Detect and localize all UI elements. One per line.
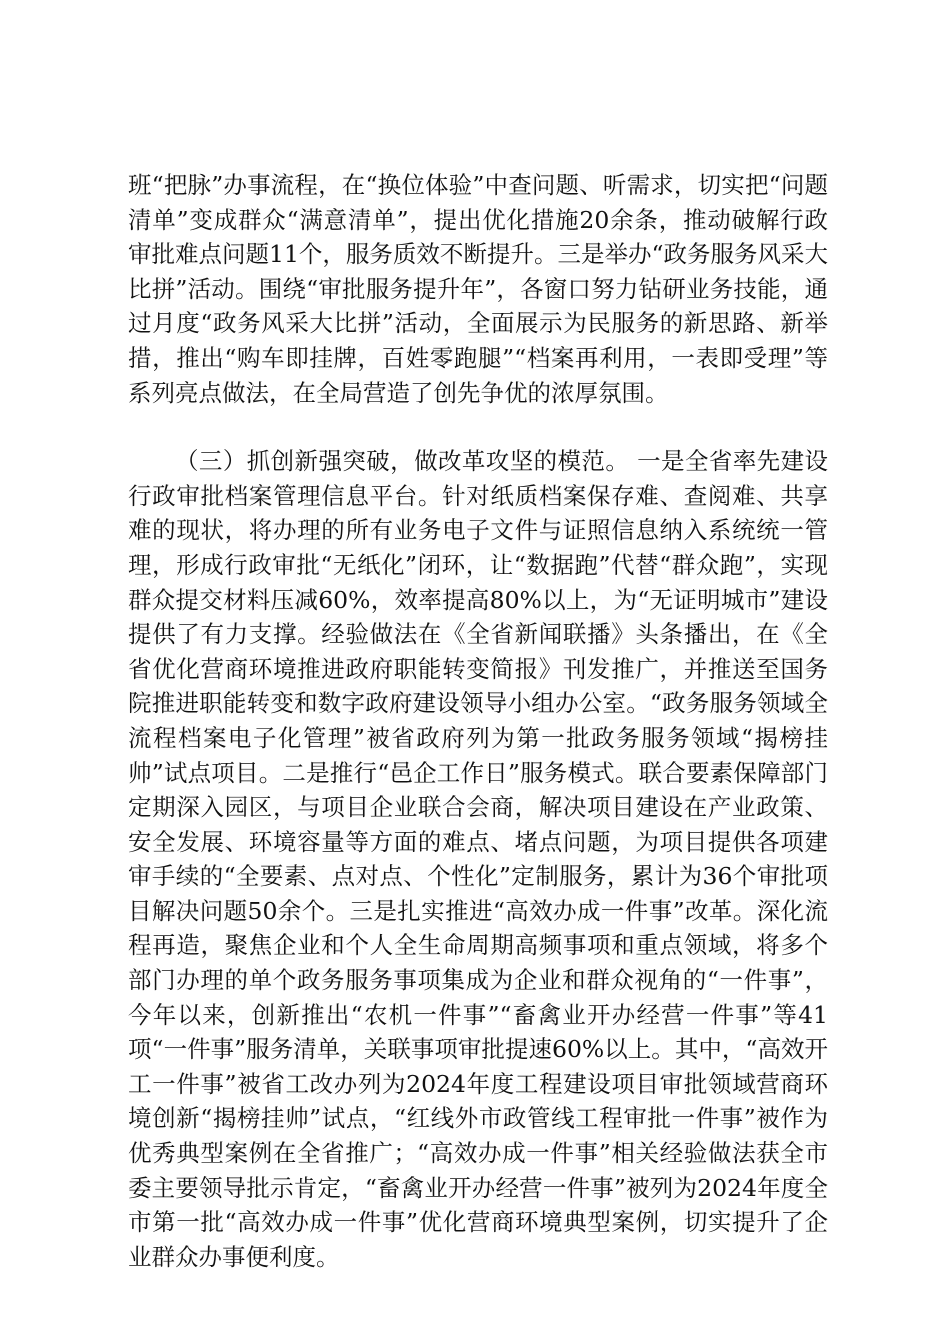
document-body (128, 168, 828, 1274)
paragraph-section-three: （三）抓创新强突破，做改革攻坚的模范。 一是全省率先建设行政审批档案管理信息平台。针对纸质档案保存难、查阅难、共享难的现状，将办理的所有业务电子文件与证照信息纳入系统统一管理，形成行政审批“无纸化”闭环，让“数据跑”代替“群众跑”，实现群众提交材料压减60%，效率提高80%以上，为“无证明城市”建设提供了有力支撑。经验做法在《全省新闻联播》头条播出，在《全省优化营商环境推进政府职能转变简报》刊发推广，并推送至国务院推进职能转变和数字政府建设领导小组办公室。“政务服务领域全流程档案电子化管理”被省政府列为第一批政务服务领域“揭榜挂帅”试点项目。二是推行“邑企工作日”服务模式。联合要素保障部门定期深入园区，与项目企业联合会商，解决项目建设在产业政策、安全发展、环境容量等方面的难点、堵点问题，为项目提供各项建审手续的“全要素、点对点、个性化”定制服务，累计为36个审批项目解决问题50余个。三是扎实推进“高效办成一件事”改革。深化流程再造，聚焦企业和个人全生命周期高频事项和重点领域，将多个部门办理的单个政务服务事项集成为企业和群众视角的“一件事”，今年以来，创新推出“农机一件事”“畜禽业开办经营一件事”等41项“一件事”服务清单，关联事项审批提速60%以上。其中，“高效开工一件事”被省工改办列为2024年度工程建设项目审批领域营商环境创新“揭榜挂帅”试点，“红线外市政管线工程审批一件事”被作为优秀典型案例在全省推广；“高效办成一件事”相关经验做法获全市委主要领导批示肯定，“畜禽业开办经营一件事”被列为2024年度全市第一批“高效办成一件事”优化营商环境典型案例，切实提升了企业群众办事便利度。 (128, 447, 828, 1271)
paragraph-gap (128, 410, 828, 444)
paragraph-continuation: 班“把脉”办事流程，在“换位体验”中查问题、听需求，切实把“问题清单”变成群众“满意清单”，提出优化措施20余条，推动破解行政审批难点问题11个，服务质效不断提升。三是举办“政务服务风采大比拼”活动。围绕“审批服务提升年”，各窗口努力钻研业务技能，通过月度“政务风采大比拼”活动，全面展示为民服务的新思路、新举措，推出“购车即挂牌，百姓零跑腿”“档案再利用，一表即受理”等系列亮点做法，在全局营造了创先争优的浓厚氛围。 (128, 171, 828, 407)
